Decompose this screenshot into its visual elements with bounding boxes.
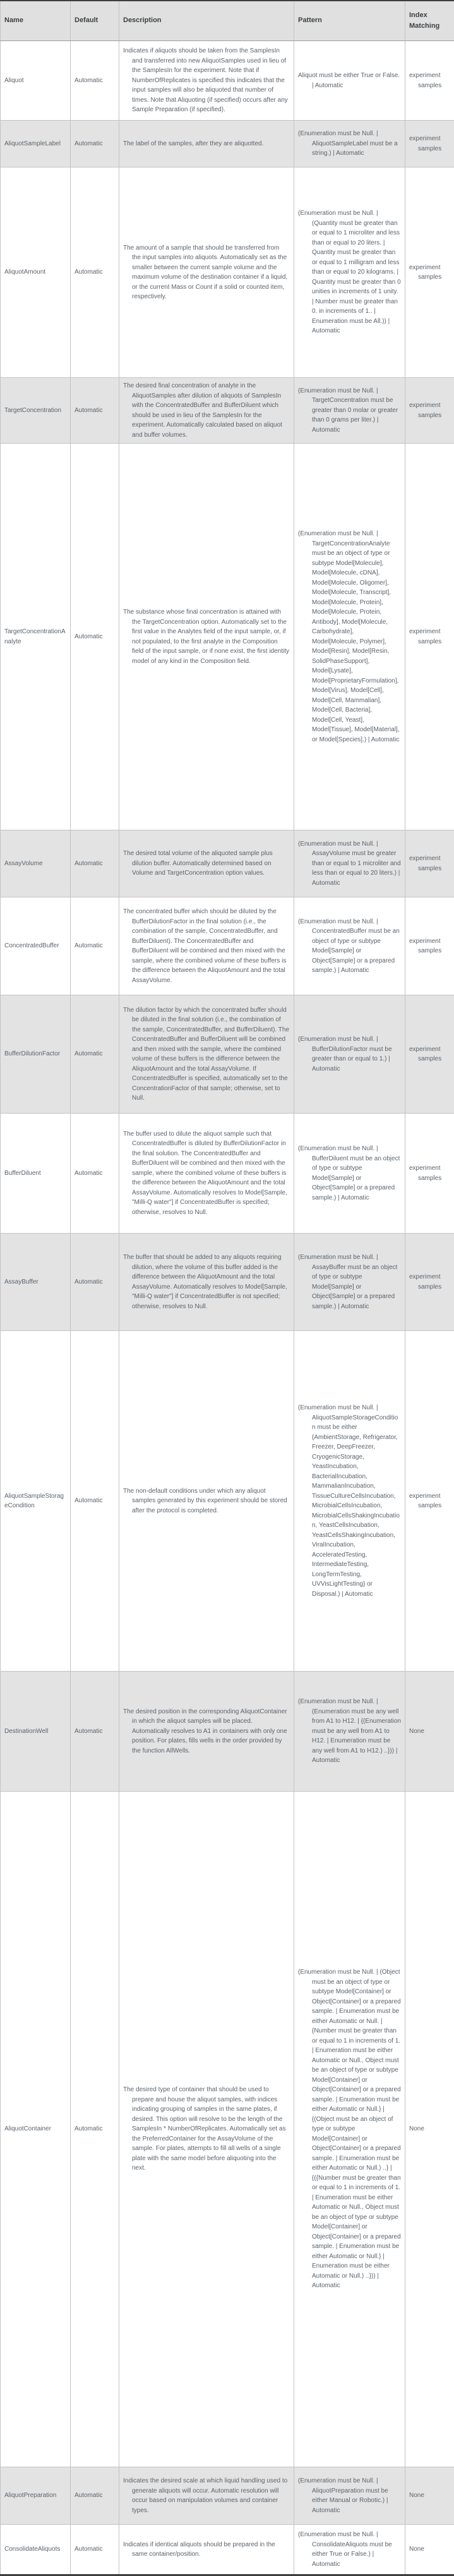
cell-index-matching: None <box>405 2467 454 2525</box>
table-row <box>1 2467 454 2525</box>
cell-description <box>119 995 294 1114</box>
cell-index-matching: experiment samples <box>405 1331 454 1672</box>
cell-pattern <box>294 2467 405 2525</box>
description-text: The dilution factor by which the concentrated buffer should be diluted in the final solution (i.e., the combination of the sample, ConcentratedBuffer, and BufferDiluent). The ConcentratedBuffer and BufferDiluent will be combined and then mixed with the sample, where the combined volume of these buffers is the difference between the AliquotAmount and the total AssayVolume. If ConcentratedBuffer is specified, automatically set to the ConcentrationFactor of that sample; otherwise, set to Null. <box>123 1005 290 1103</box>
pattern-text: (Enumeration must be Null. | AssayBuffer must be an object of type or subtype Model[Sample] or Object[Sample] or a prepared sample.) | Automatic <box>298 1253 401 1311</box>
cell-index-matching: experiment samples <box>405 444 454 830</box>
table-row <box>1 1672 454 1792</box>
cell-pattern <box>294 167 405 378</box>
cell-name: Aliquot <box>1 41 71 121</box>
table-header <box>1 1 454 41</box>
column-header-name: Name <box>1 1 71 41</box>
description-text: The desired total volume of the aliquoted sample plus dilution buffer. Automatically determined based on Volume and TargetConcentration option values. <box>123 849 290 878</box>
cell-index-matching: experiment samples <box>405 1114 454 1234</box>
cell-description <box>119 167 294 378</box>
pattern-text: (Enumeration must be Null. | ConcentratedBuffer must be an object of type or subtype Model[Sample] or Object[Sample] or a prepared sample.) | Automatic <box>298 917 401 976</box>
description-text: The desired type of container that should be used to prepare and house the aliquot samples, with indices indicating grouping of samples in the same plates, if desired. This option will resolve to be the length of the SamplesIn * NumberOfReplicates. Automatically set as the PreferredContainer for the AssayVolume of the sample. For plates, attempts to fill all wells of a single plate with the same model before aliquoting into the next. <box>123 2085 290 2173</box>
pattern-text: (Enumeration must be Null. | ConsolidateAliquots must be either True or False.) | Automatic <box>298 2530 401 2569</box>
table-row <box>1 378 454 444</box>
cell-default: Automatic <box>71 897 119 995</box>
description-text: Indicates if aliquots should be taken from the SamplesIn and transferred into new AliquotSamples used in lieu of the SamplesIn for the experiment. Note that if NumberOfReplicates is specified this indicates that the input samples will also be aliquoted that number of times. Note that Aliquoting (if specified) occurs after any Sample Preparation (if specified). <box>123 46 290 115</box>
cell-index-matching: experiment samples <box>405 167 454 378</box>
description-text: The buffer that should be added to any aliquots requiring dilution, where the volume of this buffer added is the difference between the AliquotAmount and the total AssayVolume. Automatically resolves to Model[Sample, "Milli-Q water"] if ConcentratedBuffer is not specified; otherwise, resolves to Null. <box>123 1253 290 1311</box>
cell-pattern <box>294 897 405 995</box>
cell-index-matching: experiment samples <box>405 41 454 121</box>
cell-description <box>119 830 294 897</box>
cell-default: Automatic <box>71 995 119 1114</box>
description-text: The amount of a sample that should be transferred from the input samples into aliquots. Automatically set as the smaller between the current sample volume and the maximum volume of the destination container if a liquid, or the current Mass or Count if a solid or counted item, respectively. <box>123 243 290 302</box>
cell-name: TargetConcentration <box>1 378 71 444</box>
table-row <box>1 121 454 167</box>
cell-default: Automatic <box>71 2525 119 2575</box>
column-header-default: Default <box>71 1 119 41</box>
cell-index-matching: experiment samples <box>405 995 454 1114</box>
cell-pattern <box>294 2525 405 2575</box>
table-row <box>1 444 454 830</box>
description-text: The buffer used to dilute the aliquot sample such that ConcentratedBuffer is diluted by BufferDilutionFactor in the final solution. The ConcentratedBuffer and BufferDiluent will be combined and then mixed with the sample, where the combined volume of these buffers is the difference between the AliquotAmount and the total AssayVolume. Automatically resolves to Model[Sample, "Milli-Q water"] if ConcentratedBuffer is specified; otherwise, resolves to Null. <box>123 1129 290 1218</box>
cell-index-matching: None <box>405 1672 454 1792</box>
pattern-text: (Enumeration must be Null. | AliquotPreparation must be either Manual or Robotic.) | Automatic <box>298 2476 401 2515</box>
cell-pattern <box>294 378 405 444</box>
pattern-text: (Enumeration must be Null. | (Quantity must be greater than or equal to 1 microliter and less than or equal to 20 liters. | Quantity must be greater than or equal to 1 milligram and less than or equal to 20 kilograms. | Quantity must be greater than 0 unities in increments of 1 unity. | Number must be greater than 0. in increments of 1.. | Enumeration must be All.)) | Automatic <box>298 209 401 336</box>
cell-name: AliquotPreparation <box>1 2467 71 2525</box>
cell-description <box>119 1331 294 1672</box>
cell-description <box>119 378 294 444</box>
cell-default: Automatic <box>71 2467 119 2525</box>
cell-index-matching: experiment samples <box>405 897 454 995</box>
cell-default: Automatic <box>71 830 119 897</box>
table-row <box>1 897 454 995</box>
cell-name: AssayBuffer <box>1 1234 71 1331</box>
cell-description <box>119 2525 294 2575</box>
table-row <box>1 41 454 121</box>
cell-name: BufferDilutionFactor <box>1 995 71 1114</box>
cell-name: ConsolidateAliquots <box>1 2525 71 2575</box>
cell-description <box>119 1672 294 1792</box>
cell-pattern <box>294 121 405 167</box>
cell-description <box>119 1114 294 1234</box>
cell-name: AssayVolume <box>1 830 71 897</box>
cell-description <box>119 2467 294 2525</box>
pattern-text: (Enumeration must be Null. | AliquotSampleStorageCondition must be either {AmbientStorage, Refrigerator, Freezer, DeepFreezer, CryogenicStorage, YeastIncubation, BacterialIncubation, MammalianIncubation, TissueCultureCellsIncubation, MicrobialCellsIncubation, MicrobialCellsShakingIncubation, YeastCellsIncubation, YeastCellsShakingIncubation, ViralIncubation, AcceleratedTesting, IntermediateTesting, LongTermTesting, UVVisLightTesting} or Disposal.) | Automatic <box>298 1403 401 1599</box>
pattern-text: (Enumeration must be Null. | AliquotSampleLabel must be a string.) | Automatic <box>298 129 401 159</box>
column-header-pattern: Pattern <box>294 1 405 41</box>
column-header-description: Description <box>119 1 294 41</box>
cell-name: TargetConcentrationAnalyte <box>1 444 71 830</box>
cell-default: Automatic <box>71 121 119 167</box>
cell-description <box>119 41 294 121</box>
cell-name: ConcentratedBuffer <box>1 897 71 995</box>
cell-description <box>119 897 294 995</box>
cell-description <box>119 1234 294 1331</box>
cell-default: Automatic <box>71 1234 119 1331</box>
cell-name: AliquotAmount <box>1 167 71 378</box>
pattern-text: (Enumeration must be Null. | BufferDilutionFactor must be greater than or equal to 1.) | Automatic <box>298 1035 401 1074</box>
pattern-text: Aliquot must be either True or False. | Automatic <box>298 71 401 90</box>
cell-index-matching: experiment samples <box>405 378 454 444</box>
cell-default: Automatic <box>71 444 119 830</box>
cell-pattern <box>294 995 405 1114</box>
description-text: Indicates if identical aliquots should be prepared in the same container/position. <box>123 2540 290 2560</box>
table-row <box>1 2525 454 2575</box>
cell-pattern <box>294 41 405 121</box>
cell-default: Automatic <box>71 1331 119 1672</box>
cell-pattern <box>294 1672 405 1792</box>
description-text: The concentrated buffer which should be diluted by the BufferDilutionFactor in the final solution (i.e., the combination of the sample, ConcentratedBuffer, and BufferDiluent). The ConcentratedBuffer and BufferDiluent will be combined and then mixed with the sample, where the combined volume of these buffers is the difference between the AliquotAmount and the total AssayVolume. <box>123 907 290 985</box>
cell-default: Automatic <box>71 1792 119 2467</box>
pattern-text: (Enumeration must be Null. | (Object must be an object of type or subtype Model[Container] or Object[Container] or a prepared sample. | Enumeration must be either Automatic or Null. | {Number must be greater than or equal to 1 in increments of 1. | Enumeration must be either Automatic or Null., Object must be an object of type or subtype Model[Container] or Object[Container] or a prepared sample. | Enumeration must be either Automatic or Null.} | {(Object must be an object of type or subtype Model[Container] or Object[Container] or a prepared sample. | Enumeration must be either Automatic or Null.) ..} | {({Number must be greater than or equal to 1 in increments of 1. | Enumeration must be either Automatic or Null., Object must be an object of type or subtype Model[Container] or Object[Container] or a prepared sample. | Enumeration must be either Automatic or Null.} | Enumeration must be either Automatic or Null.) ..})) | Automatic <box>298 1967 401 2291</box>
cell-pattern <box>294 444 405 830</box>
cell-pattern <box>294 830 405 897</box>
description-text: The desired final concentration of analyte in the AliquotSamples after dilution of aliquots of SamplesIn with the ConcentratedBuffer and BufferDiluent which should be used in lieu of the SamplesIn for the experiment. Automatically calculated based on aliquot and buffer volumes. <box>123 381 290 440</box>
cell-index-matching: experiment samples <box>405 830 454 897</box>
cell-name: BufferDiluent <box>1 1114 71 1234</box>
column-header-index-matching: Index Matching <box>405 1 454 41</box>
cell-name: AliquotSampleStorageCondition <box>1 1331 71 1672</box>
pattern-text: (Enumeration must be Null. | TargetConcentrationAnalyte must be an object of type or subtype Model[Molecule], Model[Molecule, cDNA], Model[Molecule, Oligomer], Model[Molecule, Transcript], Model[Molecule, Protein], Model[Molecule, Protein, Antibody], Model[Molecule, Carbohydrate], Model[Molecule, Polymer], Model[Resin], Model[Resin, SolidPhaseSupport], Model[Lysate], Model[ProprietaryFormulation], Model[Virus], Model[Cell], Model[Cell, Mammalian], Model[Cell, Bacteria], Model[Cell, Yeast], Model[Tissue], Model[Material], or Model[Species].) | Automatic <box>298 529 401 744</box>
cell-default: Automatic <box>71 167 119 378</box>
cell-index-matching: experiment samples <box>405 121 454 167</box>
cell-name: DestinationWell <box>1 1672 71 1792</box>
cell-description <box>119 444 294 830</box>
pattern-text: (Enumeration must be Null. | TargetConcentration must be greater than 0 molar or greater than 0 grams per liter.) | Automatic <box>298 386 401 435</box>
cell-pattern <box>294 1792 405 2467</box>
pattern-text: (Enumeration must be Null. | AssayVolume must be greater than or equal to 1 microliter and less than or equal to 20 liters.) | Automatic <box>298 839 401 889</box>
cell-pattern <box>294 1331 405 1672</box>
pattern-text: (Enumeration must be Null. | BufferDiluent must be an object of type or subtype Model[Sample] or Object[Sample] or a prepared sample.) | Automatic <box>298 1144 401 1203</box>
table-row <box>1 830 454 897</box>
table-row <box>1 1234 454 1331</box>
description-text: The desired position in the corresponding AliquotContainer in which the aliquot samples will be placed. Automatically resolves to A1 in containers with only one position. For plates, fills wells in the order provided by the function AllWells. <box>123 1707 290 1756</box>
cell-name: AliquotContainer <box>1 1792 71 2467</box>
description-text: The substance whose final concentration is attained with the TargetConcentration option. Automatically set to the first value in the Analytes field of the input sample, or, if not populated, to the first analyte in the Composition field of the input sample, or if none exist, the first identity model of any kind in the Composition field. <box>123 607 290 666</box>
cell-default: Automatic <box>71 1114 119 1234</box>
description-text: Indicates the desired scale at which liquid handling used to generate aliquots will occur. Automatic resolution will occur based on manipulation volumes and container types. <box>123 2476 290 2515</box>
cell-index-matching: None <box>405 1792 454 2467</box>
cell-description <box>119 121 294 167</box>
cell-pattern <box>294 1234 405 1331</box>
table-row <box>1 995 454 1114</box>
table-row <box>1 167 454 378</box>
header-row <box>1 1 454 41</box>
pattern-text: (Enumeration must be Null. | (Enumeration must be any well from A1 to H12. | {(Enumeration must be any well from A1 to H12. | Enumeration must be any well from A1 to H12.) ..})) | Automatic <box>298 1697 401 1766</box>
cell-default: Automatic <box>71 41 119 121</box>
cell-default: Automatic <box>71 378 119 444</box>
cell-default: Automatic <box>71 1672 119 1792</box>
cell-index-matching: experiment samples <box>405 1234 454 1331</box>
table-row <box>1 1114 454 1234</box>
cell-index-matching: None <box>405 2525 454 2575</box>
cell-name: AliquotSampleLabel <box>1 121 71 167</box>
table-row <box>1 1792 454 2467</box>
table-row <box>1 1331 454 1672</box>
cell-description <box>119 1792 294 2467</box>
description-text: The non-default conditions under which any aliquot samples generated by this experiment should be stored after the protocol is completed. <box>123 1486 290 1516</box>
cell-pattern <box>294 1114 405 1234</box>
description-text: The label of the samples, after they are aliquotted. <box>123 139 290 149</box>
